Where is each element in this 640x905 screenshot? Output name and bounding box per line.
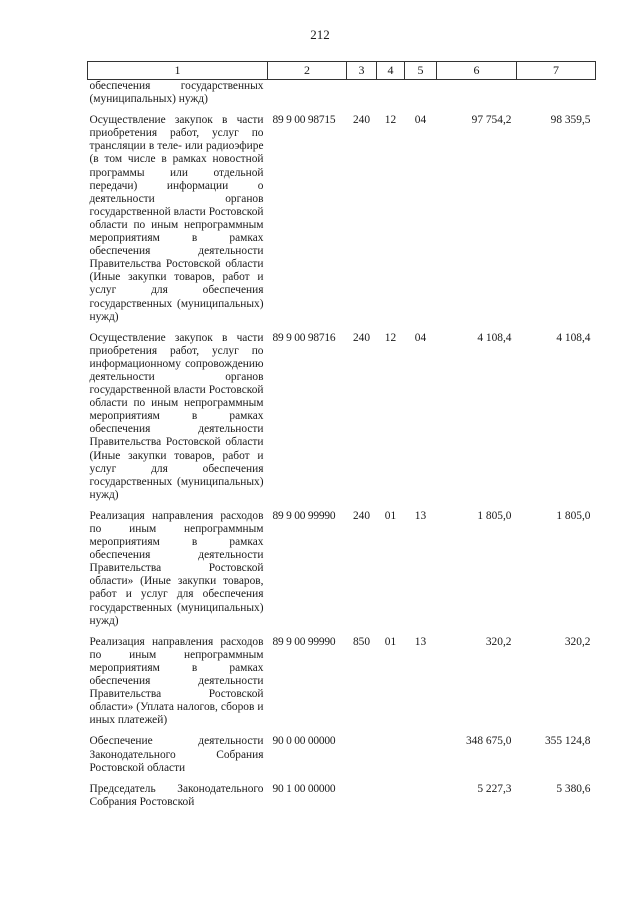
- table-row: [88, 114, 596, 324]
- row-section: 01: [384, 509, 397, 522]
- row-target-code: 89 9 00 99990: [272, 509, 336, 522]
- row-name: Реализация направления расходов по иным непрограммным мероприятиям в рамках обеспечения деятельности Правительства Ростовской области» (Иные закупки товаров, работ и услуг для обеспечения государственных (муниципальных) нужд): [89, 509, 264, 627]
- row-section: 12: [384, 331, 397, 344]
- header-col-7: 7: [517, 62, 596, 80]
- row-sum-year1: 1 805,0: [477, 509, 512, 522]
- continuation-text: обеспечения государственных (муниципальных) нужд): [89, 80, 264, 106]
- table-row: [88, 510, 596, 628]
- row-target-code: 89 9 00 98716: [272, 331, 336, 344]
- table-row: [88, 735, 596, 774]
- row-name: Реализация направления расходов по иным непрограммным мероприятиям в рамках обеспечения деятельности Правительства Ростовской области» (Уплата налогов, сборов и иных платежей): [89, 635, 264, 727]
- row-section: 01: [384, 635, 397, 648]
- row-sum-year2: 4 108,4: [556, 331, 591, 344]
- row-name: Председатель Законодательного Собрания Ростовской: [89, 782, 264, 808]
- row-subsection: 04: [414, 114, 427, 127]
- row-sum-year1: 5 227,3: [477, 782, 512, 795]
- row-sum-year1: 97 754,2: [471, 114, 512, 127]
- row-subsection: 13: [414, 635, 427, 648]
- row-expense-type: 240: [352, 331, 371, 344]
- row-subsection: [405, 735, 437, 774]
- row-sum-year1: 348 675,0: [465, 735, 512, 748]
- page-number: 212: [310, 27, 330, 42]
- row-sum-year2: 98 359,5: [550, 114, 591, 127]
- row-subsection: 13: [414, 509, 427, 522]
- row-target-code: 90 1 00 00000: [272, 782, 336, 795]
- row-expense-type: 240: [352, 509, 371, 522]
- budget-table: [87, 61, 596, 809]
- row-expense-type: [347, 783, 377, 809]
- row-sum-year1: 4 108,4: [477, 331, 512, 344]
- row-expense-type: 850: [352, 635, 371, 648]
- header-col-1: 1: [88, 62, 268, 80]
- header-col-2: 2: [268, 62, 347, 80]
- row-target-code: 89 9 00 99990: [272, 635, 336, 648]
- row-section: [377, 783, 405, 809]
- row-name: Осуществление закупок в части приобретения работ, услуг по трансляции в теле- или радиоэфире (в том числе в рамках новостной программы или отдельной передачи) информации о деятельности органов государственной власти Ростовской области по иным непрограммным мероприятиям в рамках обеспечения деятельности Правительства Ростовской области (Иные закупки товаров, работ и услуг для обеспечения государственных (муниципальных) нужд): [89, 114, 264, 323]
- table-row: [88, 636, 596, 728]
- row-sum-year1: 320,2: [485, 635, 512, 648]
- row-sum-year2: 355 124,8: [544, 735, 591, 748]
- table-row: [88, 332, 596, 502]
- row-name: Осуществление закупок в части приобретения работ, услуг по информационному сопровождению деятельности органов государственной власти Ростовской области по иным непрограммным мероприятиям в рамках обеспечения деятельности Правительства Ростовской области (Иные закупки товаров, работ и услуг для обеспечения государственных (муниципальных) нужд): [89, 331, 264, 501]
- header-col-3: 3: [347, 62, 377, 80]
- row-sum-year2: 320,2: [564, 635, 591, 648]
- row-subsection: 04: [414, 331, 427, 344]
- row-sum-year2: 1 805,0: [556, 509, 591, 522]
- row-expense-type: 240: [352, 114, 371, 127]
- header-row: [88, 62, 596, 80]
- row-subsection: [405, 783, 437, 809]
- row-section: 12: [384, 114, 397, 127]
- continuation-row: [88, 80, 596, 107]
- row-sum-year2: 5 380,6: [556, 782, 591, 795]
- table-row: [88, 783, 596, 809]
- header-col-4: 4: [377, 62, 405, 80]
- row-target-code: 90 0 00 00000: [272, 735, 336, 748]
- header-col-5: 5: [405, 62, 437, 80]
- row-expense-type: [347, 735, 377, 774]
- row-target-code: 89 9 00 98715: [272, 114, 336, 127]
- header-col-6: 6: [437, 62, 517, 80]
- row-name: Обеспечение деятельности Законодательного Собрания Ростовской области: [89, 735, 264, 774]
- row-section: [377, 735, 405, 774]
